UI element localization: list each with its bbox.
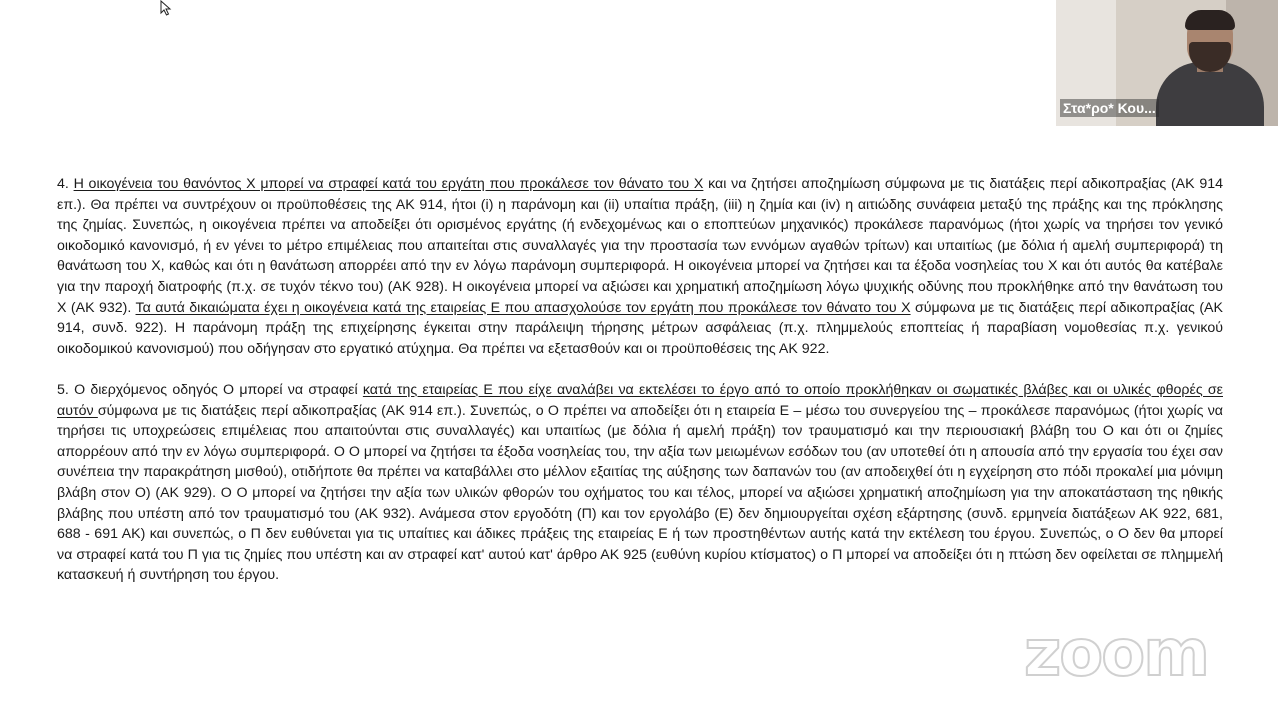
paragraph-4 [57, 174, 1223, 359]
underlined-text: Η οικογένεια του θανόντος Χ μπορεί να στραφεί κατά του εργάτη που προκάλεσε τον θάνατο του Χ [73, 176, 704, 192]
mouse-pointer-icon [160, 0, 172, 16]
participant-name-label: Στα*ρο* Κου... [1060, 99, 1159, 117]
document-body [57, 174, 1223, 586]
underlined-text: κατά της εταιρείας Ε που είχε αναλάβει να εκτελέσει το έργο από το οποίο προκλήθηκαν οι σωματικές βλάβες και οι υλικές φθορές σε αυτόν [57, 381, 1223, 419]
zoom-watermark: zoom [1024, 617, 1208, 691]
paragraph-text: 5. Ο διερχόμενος οδηγός Ο μπορεί να στραφεί [57, 381, 363, 398]
paragraph-text: σύμφωνα με τις διατάξεις περί αδικοπραξίας (ΑΚ 914 επ.). Συνεπώς, ο Ο πρέπει να αποδείξει ότι η εταιρεία Ε – μέσω του συνεργείου της – προκάλεσε παρανόμως (ήτοι χωρίς να τηρήσει τις υποχρεώσεις επιμέλειας που απαιτούνται στις συναλλαγές) και υπαιτίως (με δόλια ή αμελή πράξη) τον τραυματισμό και την περιουσιακή βλάβη του Ο και ότι οι ζημίες απορρέουν από την εν λόγω συμπεριφορά. Ο Ο μπορεί να ζητήσει τα έξοδα νοσηλείας του, την αξία των μειωμένων εσόδων του (αν υποτεθεί ότι η απουσία από την εργασία του έχει σαν συνέπεια την παρακράτηση μισθού), οτιδήποτε θα πρέπει να καταβάλλει στο μέλλον εξαιτίας της αύξησης των δαπανών του (αν αποδειχθεί ότι η εγχείρηση στο πόδι προκαλεί μια μόνιμη βλάβη στον Ο) (ΑΚ 929). Ο Ο μπορεί να ζητήσει την αξία των υλικών φθορών του οχήματος του και τέλος, μπορεί να αξιώσει χρηματική αποζημίωση για την αποκατάσταση της ηθικής βλάβης που υπέστη από τον τραυματισμό του (ΑΚ 932). Ανάμεσα στον εργοδότη (Π) και τον εργολάβο (Ε) δεν δημιουργείται σχέση εξάρτησης (συνδ. ερμηνεία διατάξεων ΑΚ 922, 681, 688 - 691 ΑΚ) και συνεπώς, ο Π δεν ευθύνεται για τις υπαίτιες και άδικες πράξεις της εταιρείας Ε ή των προστηθέντων αυτής κατά την εκτέλεση του έργου. Συνεπώς, ο Ο δεν θα μπορεί να στραφεί κατά του Π για τις ζημίες που υπέστη και αν στραφεί κατ' αυτού κατ' άρθρο ΑΚ 925 (ευθύνη κυρίου κτίσματος) ο Π μπορεί να αποδείξει ότι η πτώση δεν οφείλεται σε πλημμελή κατασκευή ή συντήρηση του έργου. [57, 402, 1223, 584]
participant-video-tile[interactable] [1056, 0, 1278, 126]
paragraph-5 [57, 380, 1223, 586]
paragraph-text: και να ζητήσει αποζημίωση σύμφωνα με τις διατάξεις περί αδικοπραξίας (ΑΚ 914 επ.). Θα πρέπει να συντρέχουν οι προϋποθέσεις της ΑΚ 914, ήτοι (i) η παράνομη και (ii) υπαίτια πράξη, (iii) η ζημία και (iv) η αιτιώδης συνάφεια μεταξύ της πράξης και της πρόκλησης της ζημίας. Συνεπώς, η οικογένεια πρέπει να αποδείξει ότι ορισμένος εργάτης (ή ενδεχομένως και ο εποπτεύων μηχανικός) προκάλεσε παρανόμως (ήτοι χωρίς να τηρήσει τον γενικό οικοδομικό κανονισμό, ή εν γένει το μέτρο επιμέλειας που απαιτείται στις συναλλαγές για την προστασία των εννόμων αγαθών τρίτων) και υπαιτίως (με δόλια ή αμελή συμπεριφορά) τη θανάτωση του Χ, καθώς και ότι η θανάτωση απορρέει από την εν λόγω παράνομη συμπεριφορά. Η οικογένεια μπορεί να ζητήσει και τα έξοδα νοσηλείας του Χ και ότι αυτός θα κατέβαλε για την παροχή διατροφής (π.χ. σε τυχόν τέκνο του) (ΑΚ 928). Η οικογένεια μπορεί να αξιώσει και χρηματική αποζημίωση λόγω ψυχικής οδύνης που προκλήθηκε από την θανάτωση του Χ (ΑΚ 932). [57, 176, 1224, 316]
underlined-text: Τα αυτά δικαιώματα έχει η οικογένεια κατά της εταιρείας Ε που απασχολούσε τον εργάτη που προκάλεσε τον θάνατο του Χ [135, 299, 911, 316]
paragraph-text: σύμφωνα με τις διατάξεις περί αδικοπραξίας (ΑΚ 914, συνδ. 922). Η παράνομη πράξη της επιχείρησης έγκειται στην παράλειψη τήρησης μέτρων ασφάλειας (π.χ. πλημμελούς εποπτείας ή παραβίαση νομοθεσίας π.χ. γενικού οικοδομικού κανονισμού) που οδήγησαν στο εργατικό ατύχημα. Θα πρέπει να εξετασθούν και οι προϋποθέσεις της ΑΚ 922. [57, 299, 1223, 357]
paragraph-text: 4. [57, 176, 74, 192]
